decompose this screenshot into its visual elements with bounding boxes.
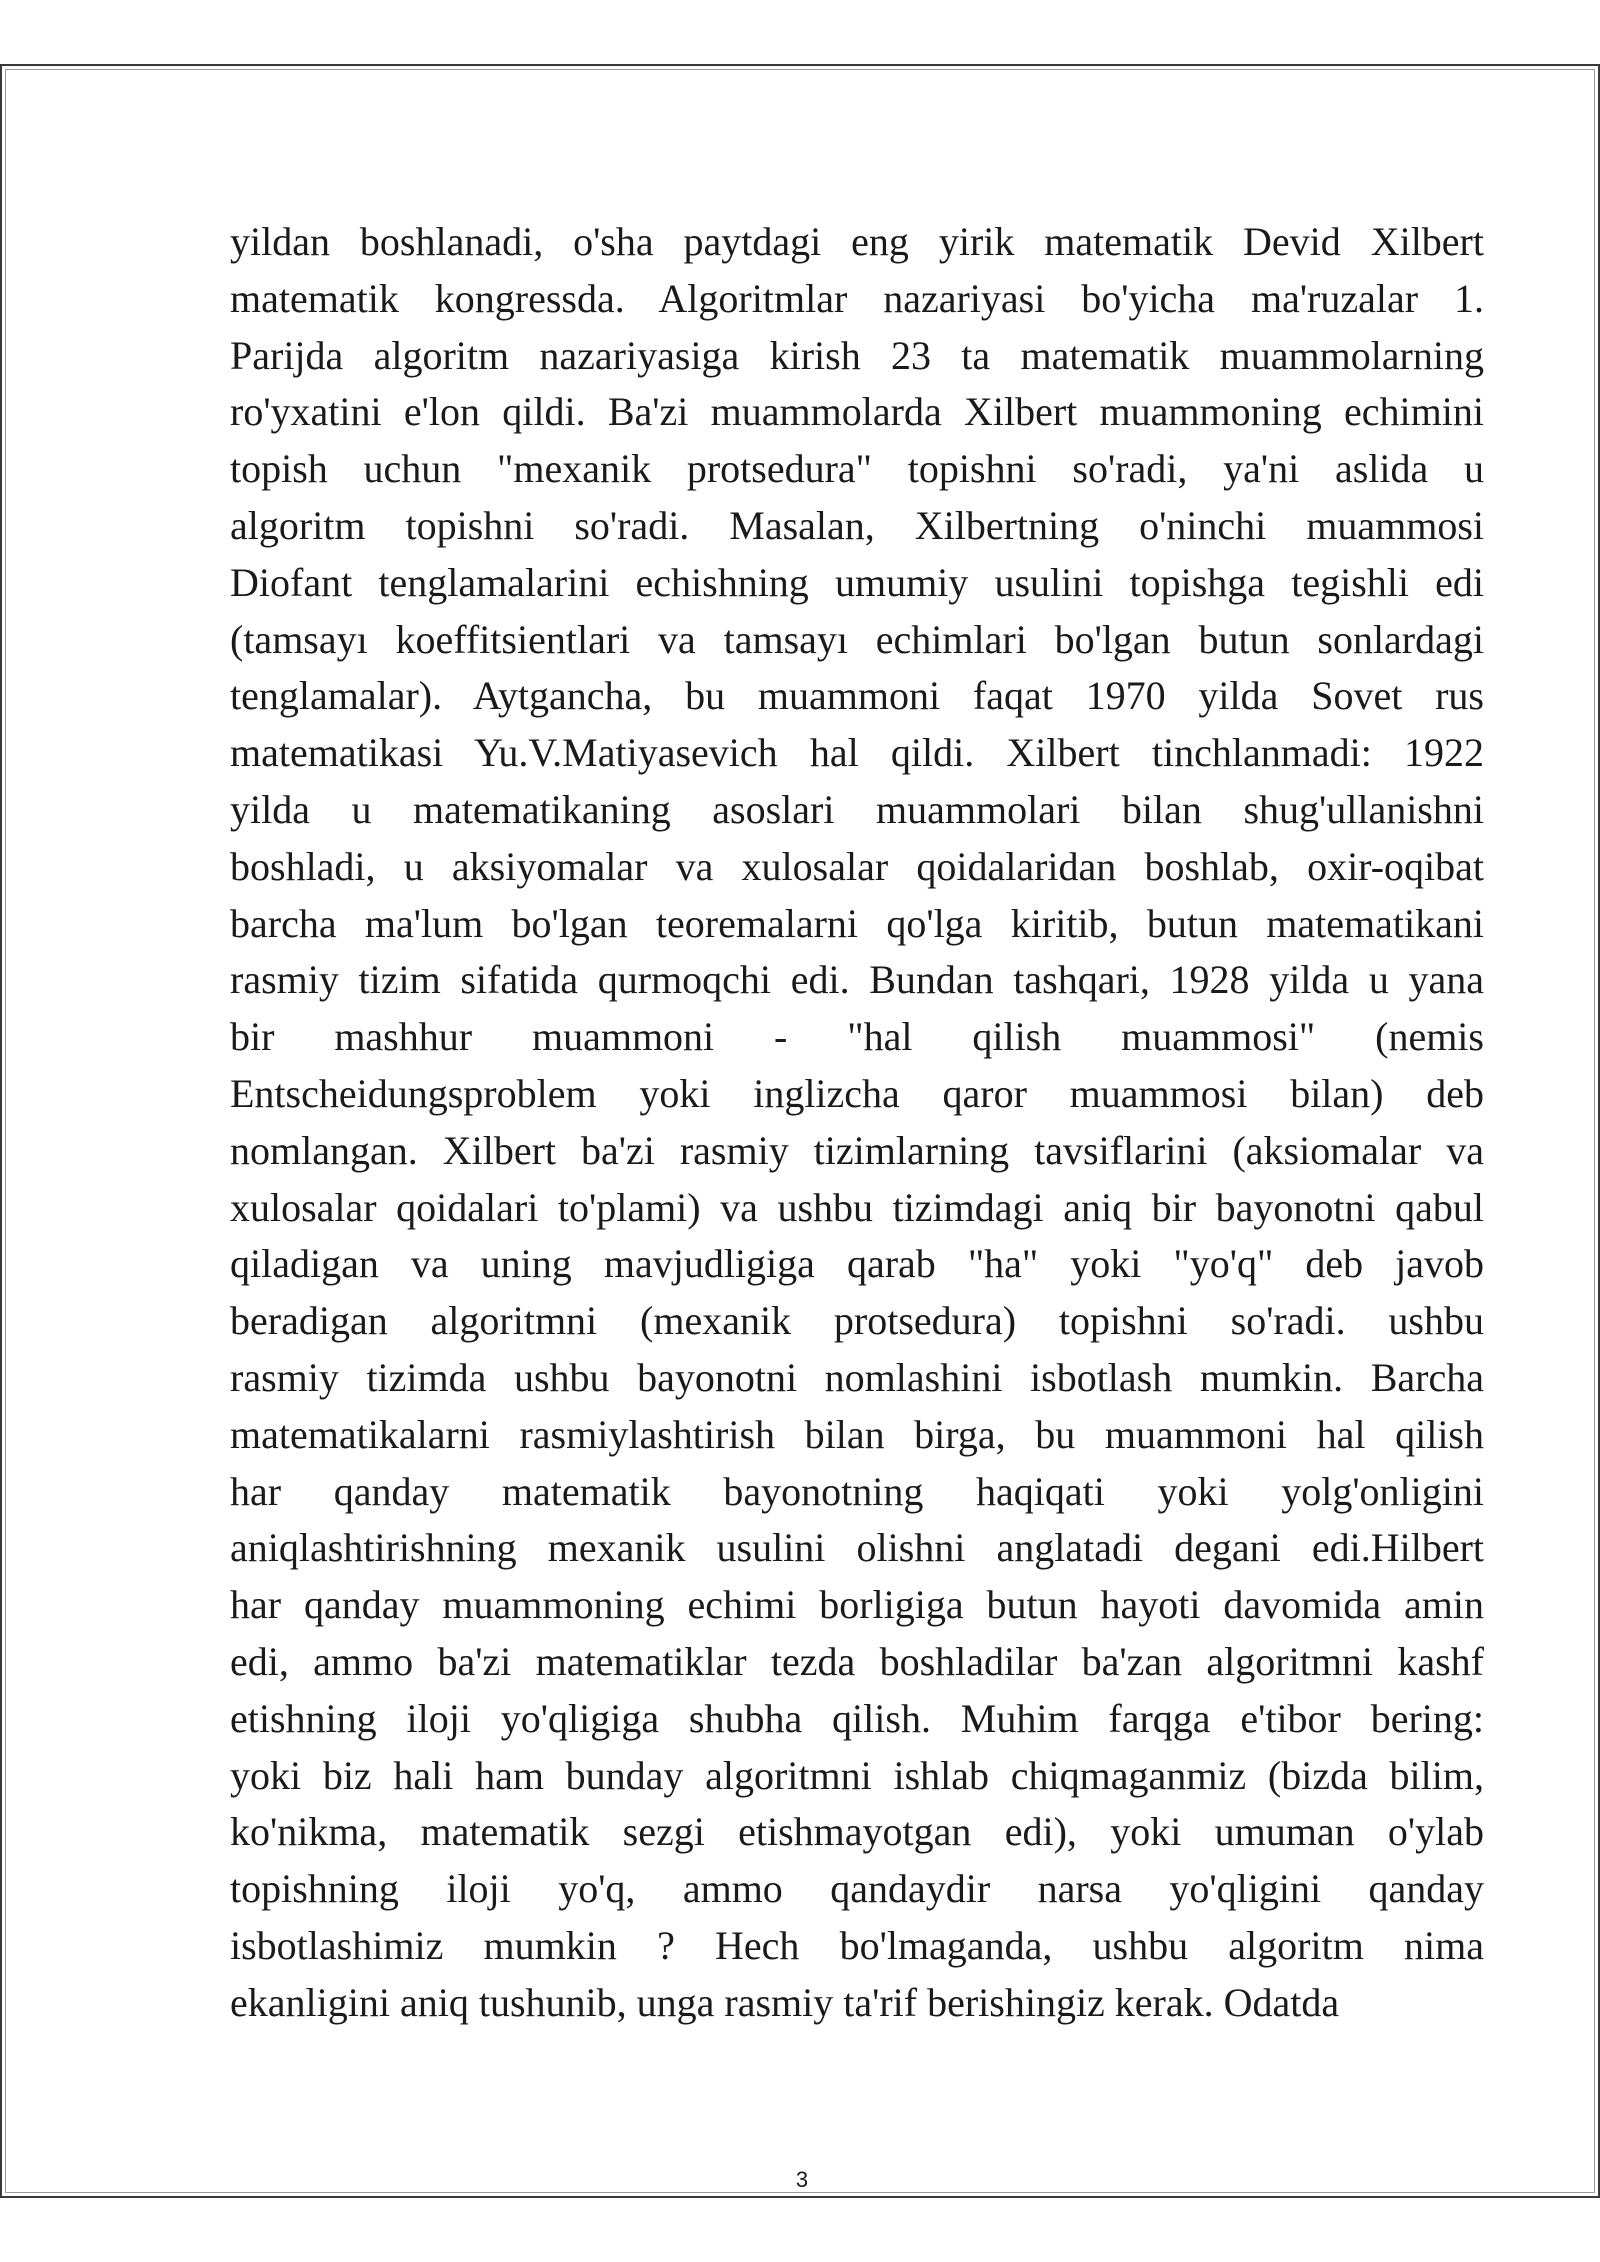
text-line: etishning iloji yo'qligiga shubha qilish. Muhim farqga e'tibor bering: xyxy=(230,1695,1484,1741)
text-line: edi, ammo ba'zi matematiklar tezda boshladilar ba'zan algoritmni kashf xyxy=(230,1638,1484,1684)
text-line: isbotlashimiz mumkin ? Hech bo'lmaganda, ushbu algoritm nima xyxy=(230,1922,1484,1968)
text-line: har qanday muammoning echimi borligiga butun hayoti davomida amin xyxy=(230,1582,1484,1628)
text-line: yilda u matematikaning asoslari muammolari bilan shug'ullanishni xyxy=(230,786,1484,832)
body-text xyxy=(230,214,1484,2032)
text-line: Parijda algoritm nazariyasiga kirish 23 ta matematik muammolarning xyxy=(230,332,1484,378)
text-line: yoki biz hali ham bunday algoritmni ishlab chiqmaganmiz (bizda bilim, xyxy=(230,1752,1484,1798)
text-line: aniqlashtirishning mexanik usulini olishni anglatadi degani edi.Hilbert xyxy=(230,1525,1484,1571)
text-line: yildan boshlanadi, o'sha paytdagi eng yirik matematik Devid Xilbert xyxy=(230,219,1484,264)
text-line: bir mashhur muammoni - "hal qilish muammosi" (nemis xyxy=(230,1014,1484,1060)
text-line: algoritm topishni so'radi. Masalan, Xilbertning o'ninchi muammosi xyxy=(230,502,1484,548)
page xyxy=(0,64,1600,2198)
text-line: nomlangan. Xilbert ba'zi rasmiy tizimlarning tavsiflarini (aksiomalar va xyxy=(230,1127,1484,1173)
text-line: barcha ma'lum bo'lgan teoremalarni qo'lga kiritib, butun matematikani xyxy=(230,900,1484,946)
text-line: beradigan algoritmni (mexanik protsedura) topishni so'radi. ushbu xyxy=(230,1298,1484,1344)
text-line: tenglamalar). Aytgancha, bu muammoni faqat 1970 yilda Sovet rus xyxy=(230,673,1484,719)
text-line: ro'yxatini e'lon qildi. Ba'zi muammolarda Xilbert muammoning echimini xyxy=(230,389,1484,435)
text-line: boshladi, u aksiyomalar va xulosalar qoidalaridan boshlab, oxir-oqibat xyxy=(230,843,1484,889)
text-line: Entscheidungsproblem yoki inglizcha qaror muammosi bilan) deb xyxy=(230,1070,1484,1116)
text-line: rasmiy tizimda ushbu bayonotni nomlashini isbotlash mumkin. Barcha xyxy=(230,1354,1484,1400)
text-line: har qanday matematik bayonotning haqiqati yoki yolg'onligini xyxy=(230,1468,1484,1514)
text-line: matematikalarni rasmiylashtirish bilan birga, bu muammoni hal qilish xyxy=(230,1411,1484,1457)
page-number: 3 xyxy=(795,2167,809,2192)
text-line: topishning iloji yo'q, ammo qandaydir narsa yo'qligini qanday xyxy=(230,1866,1484,1912)
text-line: rasmiy tizim sifatida qurmoqchi edi. Bundan tashqari, 1928 yilda u yana xyxy=(230,957,1484,1003)
text-line: Diofant tenglamalarini echishning umumiy usulini topishga tegishli edi xyxy=(230,559,1484,605)
text-line: (tamsayı koeffitsientlari va tamsayı echimlari bo'lgan butun sonlardagi xyxy=(230,616,1484,662)
text-line: ekanligini aniq tushunib, unga rasmiy ta'rif berishingiz kerak. Odatda xyxy=(230,1979,1340,2025)
text-line: matematikasi Yu.V.Matiyasevich hal qildi. Xilbert tinchlanmadi: 1922 xyxy=(230,730,1484,776)
text-line: qiladigan va uning mavjudligiga qarab "ha" yoki "yo'q" deb javob xyxy=(230,1241,1484,1287)
text-line: xulosalar qoidalari to'plami) va ushbu tizimdagi aniq bir bayonotni qabul xyxy=(230,1184,1484,1230)
text-line: ko'nikma, matematik sezgi etishmayotgan edi), yoki umuman o'ylab xyxy=(230,1809,1484,1855)
text-line: topish uchun "mexanik protsedura" topishni so'radi, ya'ni aslida u xyxy=(230,446,1484,492)
text-line: matematik kongressda. Algoritmlar nazariyasi bo'yicha ma'ruzalar 1. xyxy=(230,275,1484,321)
